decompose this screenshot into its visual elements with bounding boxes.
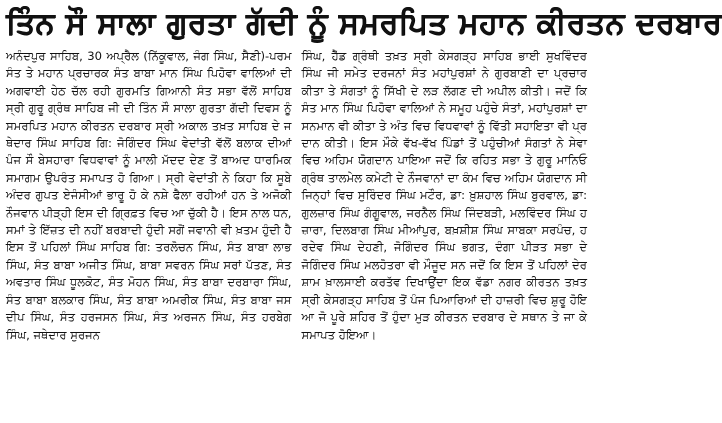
article-text-left: ਅਨੰਦਪੁਰ ਸਾਹਿਬ, 30 ਅਪ੍ਰੈਲ (ਨਿੱਕੂਵਾਲ, ਜੰਗ ਸਿੰਘ, ਸੈਣੀ)-ਪਰਮ ਸੰਤ ਤੇ ਮਹਾਨ ਪ੍ਰਚਾਰਕ ਸੰਤ ਬਾਬਾ ਮਾਨ ਸਿੰਘ ਪਿਹੋਵਾ ਵਾਲਿਆਂ ਦੀ ਅਗਵਾਈ ਹੇਠ ਚੱਲ ਰਹੀ ਗੁਰਮਤਿ ਗਿਆਨੀ ਸੰਤ ਸਭਾ ਵੱਲੋਂ ਸਾਹਿਬ ਸ੍ਰੀ ਗੁਰੂ ਗ੍ਰੰਥ ਸਾਹਿਬ ਜੀ ਦੀ ਤਿੰਨ ਸੌ ਸਾਲਾ ਗੁਰਤਾ ਗੱਦੀ ਦਿਵਸ ਨੂੰ ਸਮਰਪਿਤ ਮਹਾਨ ਕੀਰਤਨ ਦਰਬਾਰ ਸ੍ਰੀ ਅਕਾਲ ਤਖ਼ਤ ਸਾਹਿਬ ਦੇ ਜਥੇਦਾਰ ਸਿੰਘ ਸਾਹਿਬ ਗਿ: ਜੋਗਿੰਦਰ ਸਿੰਘ ਵੇਦਾਂਤੀ ਵੱਲੋਂ ਬਲਾਕ ਦੀਆਂ ਪੰਜ ਸੌ ਬੇਸਹਾਰਾ ਵਿਧਵਾਵਾਂ ਨੂੰ ਮਾਲੀ ਮੱਦਦ ਦੇਣ ਤੋਂ ਬਾਅਦ ਧਾਰਮਿਕ ਸਮਾਗਮ ਉਪਰੰਤ ਸਮਾਪਤ ਹੋ ਗਿਆ। ਸ੍ਰੀ ਵੇਦਾਂਤੀ ਨੇ ਕਿਹਾ ਕਿ ਸੂਬੇ ਅੰਦਰ ਗੁਪਤ ਏਜੰਸੀਆਂ ਭਾਰੂ ਹੋ ਕੇ ਨਸ਼ੇ ਫੈਲਾ ਰਹੀਆਂ ਹਨ ਤੇ ਅਜੋਕੀ ਨੌਜਵਾਨ ਪੀੜ੍ਹੀ ਇਸ ਦੀ ਗ੍ਰਿਫ਼ਤ ਵਿਚ ਆ ਚੁੱਕੀ ਹੈ। ਇਸ ਨਾਲ ਧਨ, ਸਮਾਂ ਤੇ ਇੱਜ਼ਤ ਦੀ ਨਹੀਂ ਬਰਬਾਦੀ ਹੁੰਦੀ ਸਗੋਂ ਜਵਾਨੀ ਵੀ ਖ਼ਤਮ ਹੁੰਦੀ ਹੈ ਇਸ ਤੋਂ ਪਹਿਲਾਂ ਸਿੰਘ ਸਾਹਿਬ ਗਿ: ਤਰਲੋਚਨ ਸਿੰਘ, ਸੰਤ ਬਾਬਾ ਲਾਭ ਸਿੰਘ, ਸੰਤ ਬਾਬਾ ਅਜੀਤ ਸਿੰਘ, ਬਾਬਾ ਸਵਰਨ ਸਿੰਘ ਸਰਾਂ ਪੱਤਣ, ਸੰਤ ਅਵਤਾਰ ਸਿੰਘ ਧੂਲਕੋਟ, ਸੰਤ ਮੋਹਨ ਸਿੰਘ, ਸੰਤ ਬਾਬਾ ਦਰਬਾਰਾ ਸਿੰਘ, ਸੰਤ ਬਾਬਾ ਬਲਕਾਰ ਸਿੰਘ, ਸੰਤ ਬਾਬਾ ਅਮਰੀਕ ਸਿੰਘ, ਸੰਤ ਬਾਬਾ ਜਸਦੀਪ ਸਿੰਘ, ਸੰਤ ਹਰਜਸਨ ਸਿੰਘ, ਸੰਤ ਅਰਜਨ ਸਿੰਘ, ਸੰਤ ਹਰਬੇਗ ਸਿੰਘ, ਜਥੇਦਾਰ ਸੁਰਜਨ: [6, 49, 292, 342]
article-headline: ਤਿੰਨ ਸੌ ਸਾਲਾ ਗੁਰਤਾ ਗੱਦੀ ਨੂੰ ਸਮਰਪਿਤ ਮਹਾਨ ਕੀਰਤਨ ਦਰਬਾਰ: [6, 6, 722, 41]
article-column-left: [6, 48, 292, 423]
article-body: [6, 48, 587, 423]
article-text-right: ਸਿੰਘ, ਹੈੱਡ ਗ੍ਰੰਥੀ ਤਖ਼ਤ ਸ੍ਰੀ ਕੇਸਗੜ੍ਹ ਸਾਹਿਬ ਭਾਈ ਸੁਖਵਿੰਦਰ ਸਿੰਘ ਜੀ ਸਮੇਤ ਦਰਜਨਾਂ ਸੰਤ ਮਹਾਂਪੁਰਸ਼ਾਂ ਨੇ ਗੁਰਬਾਣੀ ਦਾ ਪ੍ਰਚਾਰ ਕੀਤਾ ਤੇ ਸੰਗਤਾਂ ਨੂੰ ਸਿੱਖੀ ਦੇ ਲੜ ਲੱਗਣ ਦੀ ਅਪੀਲ ਕੀਤੀ। ਜਦੋਂ ਕਿ ਸੰਤ ਮਾਨ ਸਿੰਘ ਪਿਹੋਵਾ ਵਾਲਿਆਂ ਨੇ ਸਮੂਹ ਪਹੁੰਚੇ ਸੰਤਾਂ, ਮਹਾਂਪੁਰਸ਼ਾਂ ਦਾ ਸਨਮਾਨ ਵੀ ਕੀਤਾ ਤੇ ਅੰਤ ਵਿਚ ਵਿਧਵਾਵਾਂ ਨੂੰ ਵਿੱਤੀ ਸਹਾਇਤਾ ਵੀ ਪ੍ਰਦਾਨ ਕੀਤੀ। ਇਸ ਮੌਕੇ ਵੱਖ-ਵੱਖ ਪਿੰਡਾਂ ਤੋਂ ਪਹੁੰਚੀਆਂ ਸੰਗਤਾਂ ਨੇ ਸੇਵਾ ਵਿਚ ਅਹਿਮ ਯੋਗਦਾਨ ਪਾਇਆ ਜਦੋਂ ਕਿ ਰਹਿਤ ਸਭਾ ਤੇ ਗੁਰੂ ਮਾਨਿਓ ਗ੍ਰੰਥ ਤਾਲਮੇਲ ਕਮੇਟੀ ਦੇ ਨੌਜਵਾਨਾਂ ਦਾ ਕੰਮ ਵਿਚ ਅਹਿਮ ਯੋਗਦਾਨ ਸੀ ਜਿਨ੍ਹਾਂ ਵਿਚ ਸੁਰਿੰਦਰ ਸਿੰਘ ਮਟੌਰ, ਡਾ: ਖ਼ੁਸ਼ਹਾਲ ਸਿੰਘ ਬੁਰਵਾਲ, ਡਾ: ਗੁਲਜ਼ਾਰ ਸਿੰਘ ਗੰਗੂਵਾਲ, ਜਰਨੈਲ ਸਿੰਘ ਜਿੰਦਬੜੀ, ਮਲਵਿੰਦਰ ਸਿੰਘ ਹਜ਼ਾਰਾ, ਦਿਲਬਾਗ ਸਿੰਘ ਮੀਆਂਪੁਰ, ਬਖ਼ਸ਼ੀਸ਼ ਸਿੰਘ ਸਾਬਕਾ ਸਰਪੰਚ, ਹਰਦੇਵ ਸਿੰਘ ਦੇਹਣੀ, ਜੋਗਿੰਦਰ ਸਿੰਘ ਭਗਤ, ਦੰਗਾ ਪੀੜਤ ਸਭਾ ਦੇ ਜੋਗਿੰਦਰ ਸਿੰਘ ਮਲਹੋਤਰਾ ਵੀ ਮੌਜੂਦ ਸਨ ਜਦੋਂ ਕਿ ਇਸ ਤੋਂ ਪਹਿਲਾਂ ਦੇਰ ਸ਼ਾਮ ਖ਼ਾਲਸਾਈ ਕਰਤੱਵ ਦਿਖਾਉਂਦਾ ਇਕ ਵੱਡਾ ਨਗਰ ਕੀਰਤਨ ਤਖ਼ਤ ਸ੍ਰੀ ਕੇਸਗੜ੍ਹ ਸਾਹਿਬ ਤੋਂ ਪੰਜ ਪਿਆਰਿਆਂ ਦੀ ਹਾਜ਼ਰੀ ਵਿਚ ਸ਼ੁਰੂ ਹੋਇਆ ਜੋ ਪੂਰੇ ਸ਼ਹਿਰ ਤੋਂ ਹੁੰਦਾ ਮੁੜ ਕੀਰਤਨ ਦਰਬਾਰ ਦੇ ਸਥਾਨ ਤੇ ਜਾ ਕੇ ਸਮਾਪਤ ਹੋਇਆ।: [301, 49, 587, 342]
article-column-right: [302, 48, 588, 423]
